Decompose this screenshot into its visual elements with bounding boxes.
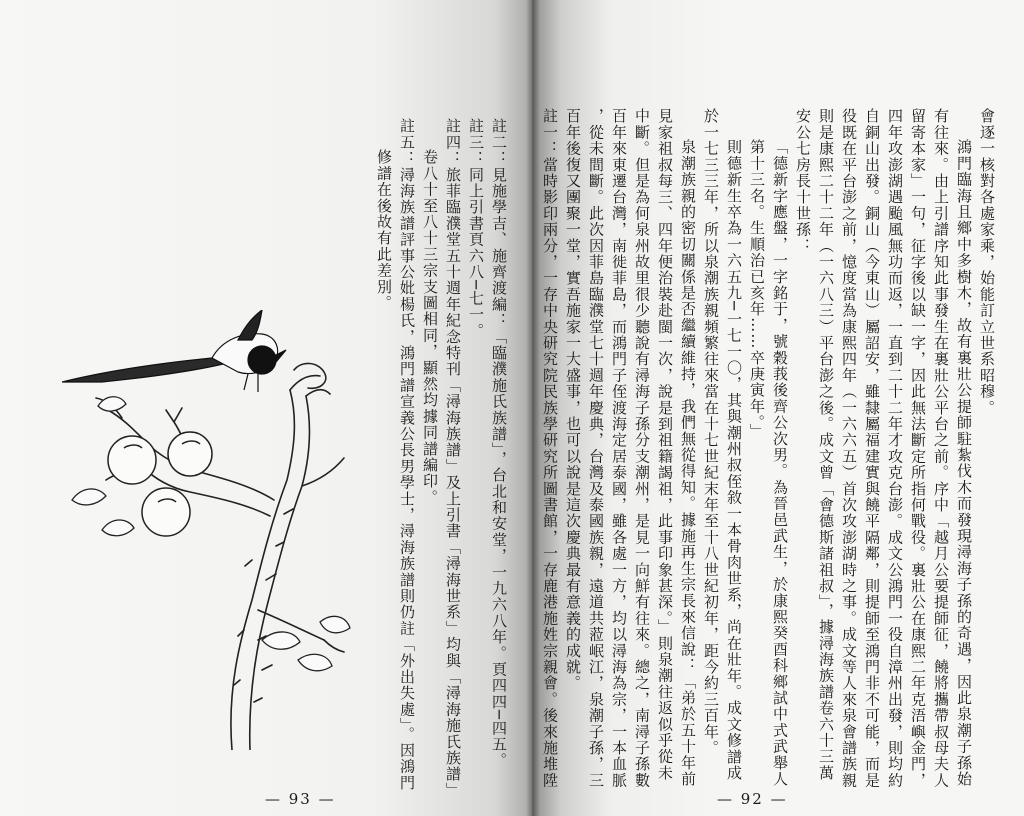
text-column: 百年後復又團聚一堂，實吾施家一大盛事，也可以說是這次慶典最有意義的成就。 [564, 108, 582, 692]
text-column: 則德新生卒為一六五九─一七一〇，其與潮州叔侄敘一本骨肉世系，尚在壯年。成文修譜成 [725, 139, 743, 782]
text-column: 四年攻澎湖遇颱風無功而返，一直到二十二年才攻克台澎。成文公鴻門一役自漳州出發，則均約 [886, 108, 904, 789]
text-column: 泉潮族親的密切關係是否繼續維持，我們無從得知。據施再生宗長來信說：「弟於五十年前 [679, 139, 697, 787]
footnotes-block [372, 118, 510, 799]
footnote: 註四：旅菲臨濮堂五十週年紀念特刊「潯海族譜」及上引書「潯海世系」均與「潯海施氏族譜」 [444, 118, 462, 799]
book-gutter [526, 0, 540, 816]
text-column: 於一七三三年，所以泉潮族親頻繁往來當在十七世紀末年至十八世紀初年，距今約三百年。 [702, 108, 720, 756]
text-column: 自銅山出發。銅山（今東山）屬詔安，雖隸屬福建實與饒平隔鄰，則提師至鴻門非不可能，而是 [863, 108, 881, 789]
text-column: 中斷。但是為何泉州故里很少聽說有潯海子孫分支潮州，是見一向鮮有往來。總之，南潯子孫數 [633, 108, 651, 789]
magpie-branch-illustration [62, 310, 352, 750]
footnote: 註五：潯海族譜評事公妣楊氏，鴻門譜宣義公長男學士，潯海族譜則仍註「外出失處」。因鴻門 [398, 118, 416, 791]
text-column: 鴻門臨海且鄉中多樹木，故有裏壯公提師駐紮伐木而發現潯海子孫的奇遇，因此泉潮子孫始 [955, 139, 973, 787]
page-number: — 92 — [717, 790, 788, 808]
text-column: 有往來。由上引譜序知此事發生在裏壯公平台之前。序中「越月公要提師征，饒將攜帶叔母夫人 [932, 108, 950, 789]
bird [62, 310, 286, 392]
footnote-continuation: 卷八十至八十三宗支圖相同，顯然均據同譜編印。 [421, 149, 439, 506]
text-column: 安公七房長十世孫： [794, 108, 812, 254]
footnote: 註二：見施學吉、施齊渡編：「臨濮施氏族譜」，台北和安堂，一九六八年。頁四四─四五。 [490, 118, 508, 769]
quote-column: 第十三名。生順治已亥年……卒庚寅年。」 [748, 139, 766, 440]
footnote: 註三：同上引書頁六八─七一。 [467, 118, 485, 339]
page-92 [532, 0, 1024, 816]
text-column: 留寄本家」一句，征字後以缺一字，因此無法斷定所指何戰役。裏壯公在康熙二年克浯嶼金門， [909, 108, 927, 789]
text-column: 則是康熙二十二年（一六八三）平台澎之後。成文曾「會德斯諸祖叔」，據潯海族譜卷六十三萬 [817, 108, 835, 781]
text-column: 見家祖叔每三、四年便治裝赴閩一次，說是到祖籍謁祖，此事印象甚深。」則泉潮往返似乎從未 [656, 108, 674, 781]
text-column: ，從未間斷。此次因菲島臨濮堂七十週年慶典，台灣及泰國族親，遠道共蒞岷江，泉潮子孫，三 [587, 108, 605, 789]
text-column: 役既在平台澎之前，憶度當為康熙四年（一六六五）首次攻澎湖時之事。成文等人來泉會譜族親 [840, 108, 858, 789]
quote-column: 「德新字應盤，一字銘于，號穀莪後齊公次男。為晉邑武生，於康熙癸酉科鄉試中式武舉人 [771, 139, 789, 787]
page-number: — 93 — [265, 790, 336, 808]
text-column: 會逐一核對各處家乘，始能訂立世系昭穆。 [978, 108, 996, 416]
text-column: 百年來東遷台灣，南徙菲島，而鴻門子侄渡海定居泰國，雖各處一方，均以潯海為宗，一本血脈 [610, 108, 628, 789]
footnote-continuation: 修譜在後故有此差別。 [375, 149, 393, 311]
footnote: 註一：當時影印兩分，一存中央研究院民族學研究所圖書館，一存鹿港施姓宗親會。後來施堆陞 [541, 108, 559, 789]
body-text [538, 108, 998, 798]
